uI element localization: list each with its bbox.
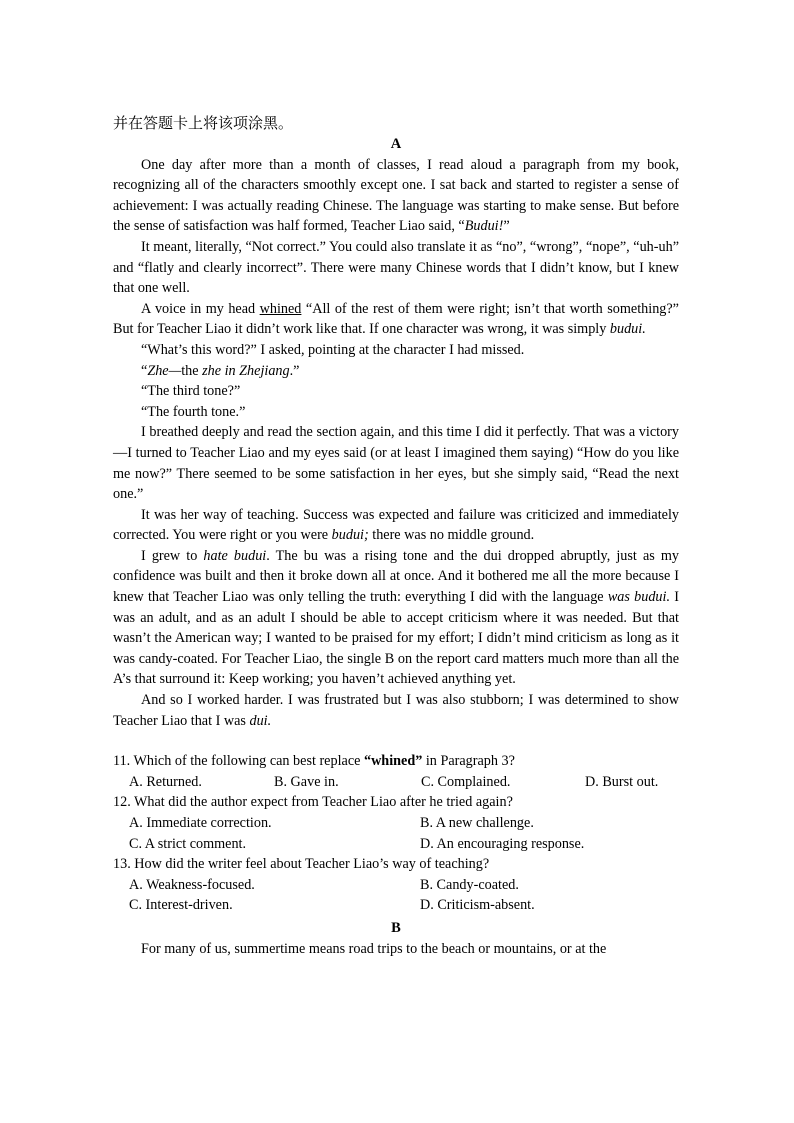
paragraph-3: A voice in my head whined “All of the rest of them were right; isn’t that worth something?” But for Teacher Liao it didn’t work like that. If one character was wrong, it was simply budui. — [113, 300, 679, 338]
question-11-option-b[interactable]: B. Gave in. — [274, 773, 339, 790]
question-13-option-d[interactable]: D. Criticism-absent. — [420, 897, 535, 914]
section-a-label: A — [390, 136, 402, 152]
question-11-stem-pre: 11. Which of the following can best replace — [113, 753, 364, 770]
question-12-stem: 12. What did the author expect from Teacher Liao after he tried again? — [113, 794, 513, 811]
question-11-keyword: “whined” — [363, 753, 423, 770]
question-11-stem — [113, 751, 679, 772]
question-11-option-c[interactable]: C. Complained. — [421, 773, 511, 790]
question-13-options-2 — [113, 895, 679, 916]
paragraph-4: “What’s this word?” I asked, pointing at the character I had missed. — [141, 341, 525, 358]
paragraph-10: I grew to hate budui. The bu was a rising tone and the dui dropped abruptly, just as my confidence was built and then it broke down all at once. And it bothered me all the more because I knew that Teacher Liao was only telling the truth: everything I did with the language was budui. I was an adult, and as an adult I should be able to accept criticism where it was needed. But that wasn’t the American way; I wanted to be praised for my effort; I didn’t mind criticism as long as it was candy-coated. For Teacher Liao, the single B on the report card matters much more than all the A’s that surround it: Keep working; you haven’t achieved anything yet. — [113, 547, 679, 688]
section-b-first-line: For many of us, summertime means road trips to the beach or mountains, or at the — [141, 940, 607, 957]
question-13-options — [113, 875, 679, 896]
question-13-option-b[interactable]: B. Candy-coated. — [420, 876, 519, 893]
question-13-stem: 13. How did the writer feel about Teacher Liao’s way of teaching? — [113, 856, 490, 873]
paragraph-1: One day after more than a month of classes, I read aloud a paragraph from my book, recognizing all of the characters smoothly except one. I sat back and started to register a sense of achievement: I was actually reading Chinese. The language was starting to make sense. But before the sense of satisfaction was half formed, Teacher Liao said, “Budui!” — [113, 156, 679, 235]
question-13-option-a[interactable]: A. Weakness-focused. — [129, 876, 255, 893]
question-12-option-b[interactable]: B. A new challenge. — [420, 815, 534, 831]
section-b-label: B — [391, 919, 401, 936]
question-13-option-c[interactable]: C. Interest-driven. — [129, 897, 233, 914]
question-12-options-2 — [113, 834, 679, 855]
instruction-text: 并在答题卡上将该项涂黑。 — [113, 114, 294, 132]
paragraph-7: “The fourth tone.” — [141, 403, 246, 420]
document-page — [113, 112, 679, 959]
paragraph-5: “Zhe—the zhe in Zhejiang.” — [141, 362, 300, 379]
question-12-option-a[interactable]: A. Immediate correction. — [129, 815, 272, 831]
question-12-option-d[interactable]: D. An encouraging response. — [420, 835, 585, 852]
question-11-option-a[interactable]: A. Returned. — [129, 773, 202, 790]
paragraph-8: I breathed deeply and read the section again, and this time I did it perfectly. That was a victory —I turned to Teacher Liao and my eyes said (or at least I imagined them saying) “How do you like me now?” There seemed to be some satisfaction in her eyes, but she simply said, “Read the next one.” — [113, 424, 679, 503]
paragraph-9: It was her way of teaching. Success was expected and failure was criticized and immediately corrected. You were right or you were budui; there was no middle ground. — [113, 506, 679, 544]
question-11-stem-post: in Paragraph 3? — [422, 753, 515, 770]
question-12-options — [113, 813, 679, 834]
paragraph-2: It meant, literally, “Not correct.” You could also translate it as “no”, “wrong”, “nope”, “uh-uh” and “flatly and clearly incorrect”. There were many Chinese words that I didn’t know, but I knew that one well. — [113, 238, 679, 297]
paragraph-11: And so I worked harder. I was frustrated but I was also stubborn; I was determined to show Teacher Liao that I was dui. — [113, 692, 679, 729]
paragraph-6: “The third tone?” — [141, 383, 241, 400]
question-11-options — [113, 772, 679, 793]
question-11-option-d[interactable]: D. Burst out. — [585, 773, 659, 790]
question-12-option-c[interactable]: C. A strict comment. — [129, 835, 247, 852]
